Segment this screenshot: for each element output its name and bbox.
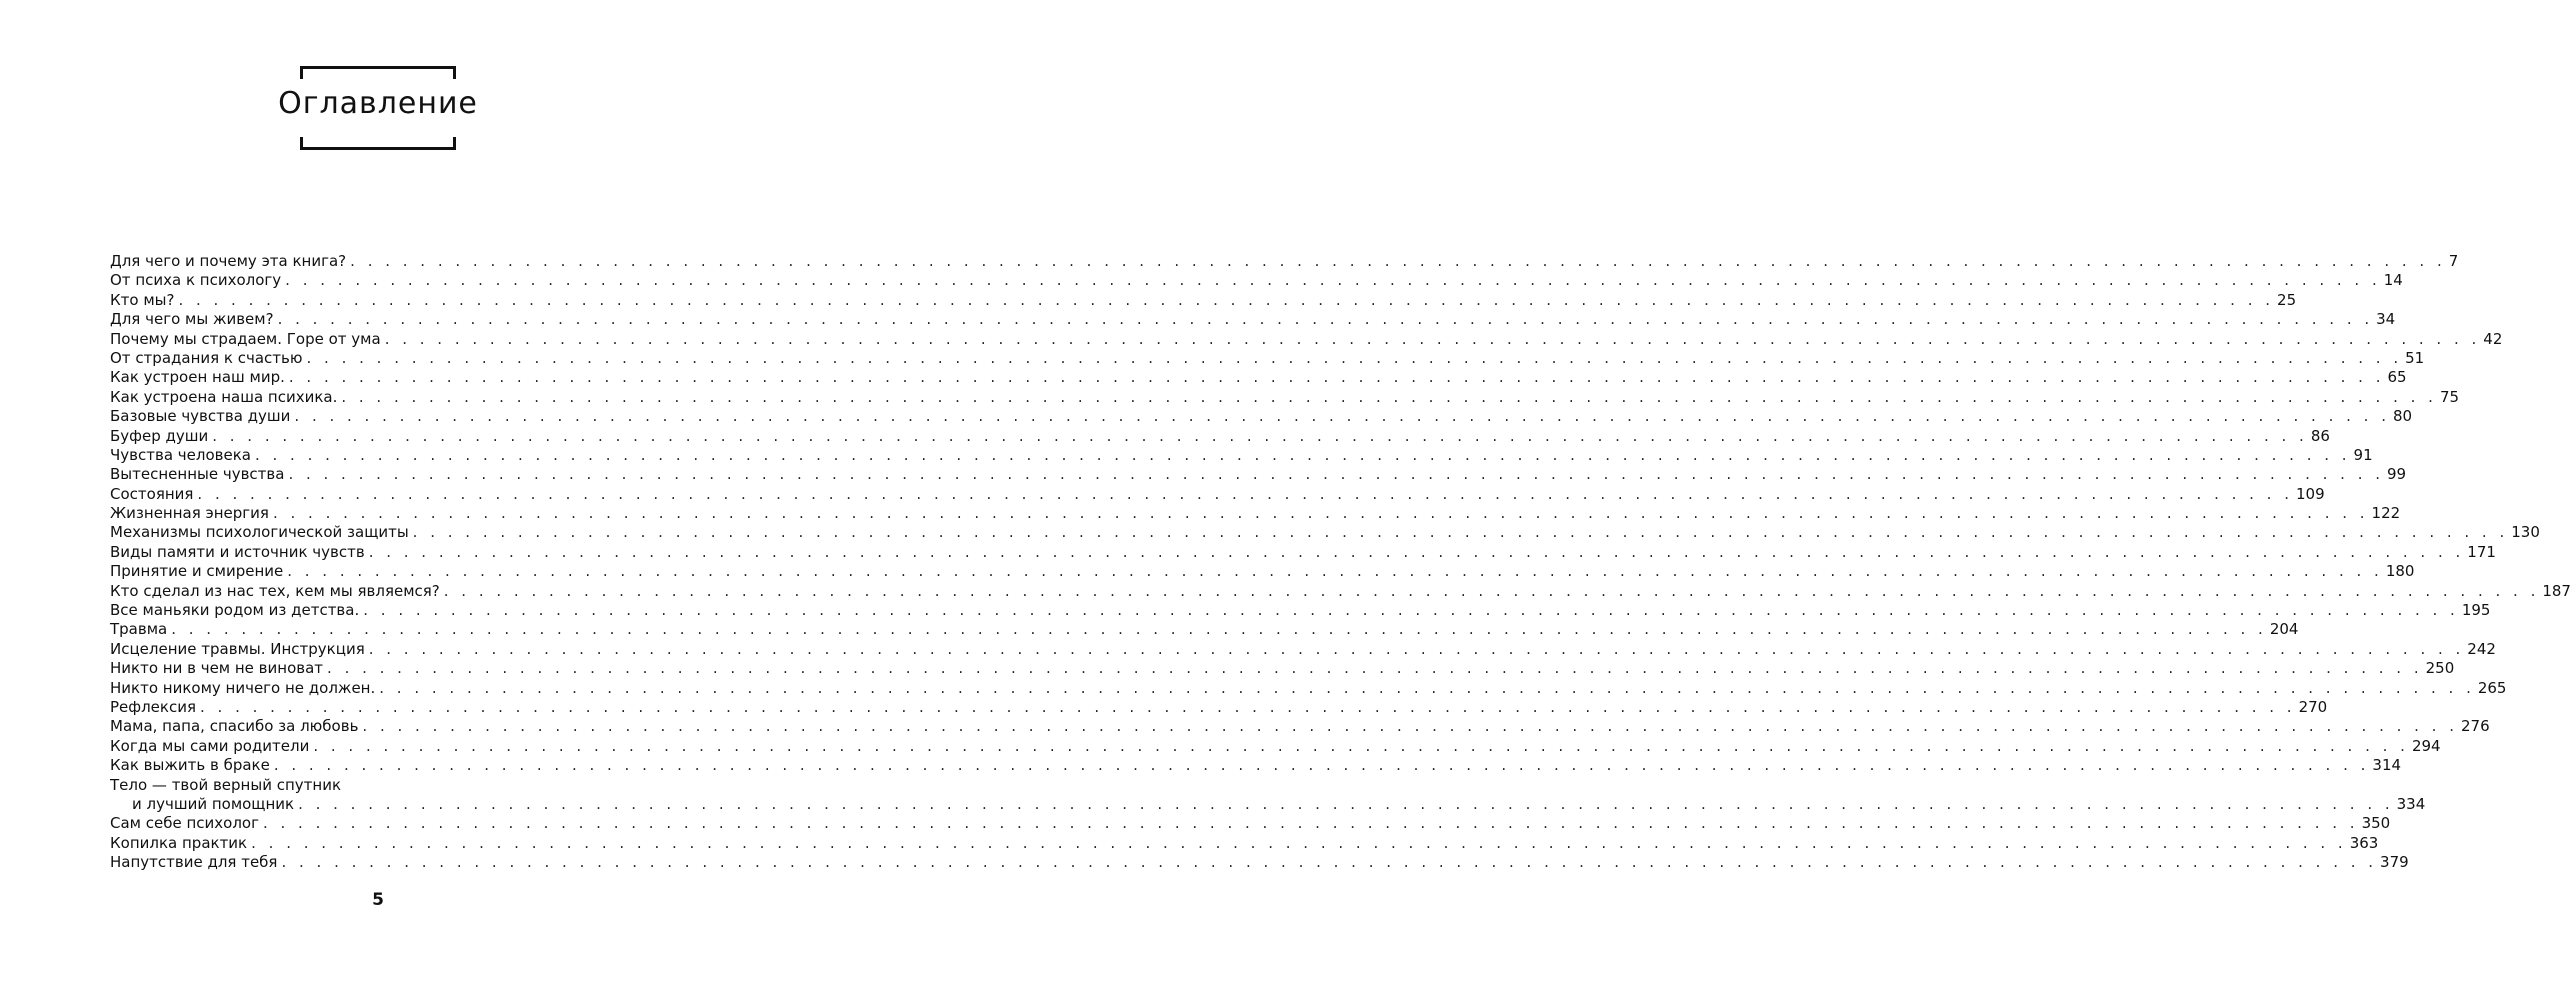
toc-leader-dots: . . . . . . . . . . . . . . . . . . . . . . . . . . . . . . . . . . . . . . . . . . . . . . . . . . . . . . . . . . . . . . . . . . . . . . . . . . . . . . . . . . . . . . . . . . . . . . . . . . . . . . . . . . . . . . . . . . . . . . . .: [285, 271, 2381, 290]
toc-entry-title: Рефлексия: [110, 697, 196, 716]
toc-entry-page: 314: [2372, 756, 2402, 775]
toc-leader-dots: . . . . . . . . . . . . . . . . . . . . . . . . . . . . . . . . . . . . . . . . . . . . . . . . . . . . . . . . . . . . . . . . . . . . . . . . . . . . . . . . . . . . . . . . . . . . . . . . . . . . . . . . . . . . . . . . . . . . . . . .: [294, 407, 2390, 426]
toc-entry-page: 51: [2405, 348, 2425, 367]
toc-entry: [110, 252, 2459, 271]
toc-entry-title: От страдания к счастью: [110, 348, 303, 367]
toc-entry-title: Чувства человека: [110, 445, 251, 464]
toc-entry-page: 91: [2353, 445, 2373, 464]
toc-entry: [110, 581, 2571, 601]
toc-entry: [110, 639, 2496, 659]
toc-entry-title: Исцеление травмы. Инструкция: [110, 639, 365, 658]
toc-entry-title: Виды памяти и источник чувств: [110, 542, 365, 561]
toc-entry-page: 7: [2448, 252, 2459, 270]
toc-entry-title: Как выжить в браке: [110, 756, 270, 775]
toc-entry-title: Никто ни в чем не виноват: [110, 659, 324, 678]
toc-leader-dots: . . . . . . . . . . . . . . . . . . . . . . . . . . . . . . . . . . . . . . . . . . . . . . . . . . . . . . . . . . . . . . . . . . . . . . . . . . . . . . . . . . . . . . . . . . . . . . . . . . . . . . . . . . . . . . . . . . . . . . . .: [212, 426, 2308, 445]
toc-entry-page: 363: [2349, 833, 2379, 852]
toc-entry-page: 294: [2411, 736, 2441, 755]
toc-entry-page: 122: [2371, 504, 2401, 523]
toc-entry-page: 34: [2376, 310, 2396, 329]
toc-entry: [110, 697, 2328, 717]
toc-leader-dots: . . . . . . . . . . . . . . . . . . . . . . . . . . . . . . . . . . . . . . . . . . . . . . . . . . . . . . . . . . . . . . . . . . . . . . . . . . . . . . . . . . . . . . . . . . . . . . . . . . . . . . . . . . . . . . . . . . . . . . . .: [272, 504, 2369, 523]
toc-leader-dots: . . . . . . . . . . . . . . . . . . . . . . . . . . . . . . . . . . . . . . . . . . . . . . . . . . . . . . . . . . . . . . . . . . . . . . . . . . . . . . . . . . . . . . . . . . . . . . . . . . . . . . . . . . . . . . . . . . . . . . . .: [178, 290, 2275, 309]
toc-entry: [110, 794, 2426, 814]
toc-leader-dots: . . . . . . . . . . . . . . . . . . . . . . . . . . . . . . . . . . . . . . . . . . . . . . . . . . . . . . . . . . . . . . . . . . . . . . . . . . . . . . . . . . . . . . . . . . . . . . . . . . . . . . . . . . . . . . . . . . . . . . . .: [171, 620, 2267, 639]
title-bracket-top: [300, 66, 456, 79]
toc-entry: [110, 271, 2403, 290]
toc-entry-page: 75: [2439, 387, 2460, 406]
toc-leader-dots: . . . . . . . . . . . . . . . . . . . . . . . . . . . . . . . . . . . . . . . . . . . . . . . . . . . . . . . . . . . . . . . . . . . . . . . . . . . . . . . . . . . . . . . . . . . . . . . . . . . . . . . . . . . . . . . . . . . . . . . .: [306, 348, 2403, 367]
toc-entry: [110, 736, 2441, 756]
toc-entry: [110, 523, 2540, 542]
toc-leader-dots: . . . . . . . . . . . . . . . . . . . . . . . . . . . . . . . . . . . . . . . . . . . . . . . . . . . . . . . . . . . . . . . . . . . . . . . . . . . . . . . . . . . . . . . . . . . . . . . . . . . . . . . . . . . . . . . . . . . . . . . .: [197, 484, 2293, 503]
toc-leader-dots: . . . . . . . . . . . . . . . . . . . . . . . . . . . . . . . . . . . . . . . . . . . . . . . . . . . . . . . . . . . . . . . . . . . . . . . . . . . . . . . . . . . . . . . . . . . . . . . . . . . . . . . . . . . . . . . . . . . . . . . .: [362, 717, 2458, 736]
toc-entry-title: Все маньяки родом из детства.: [110, 601, 360, 620]
toc-entry: [110, 659, 2455, 678]
toc-leader-dots: . . . . . . . . . . . . . . . . . . . . . . . . . . . . . . . . . . . . . . . . . . . . . . . . . . . . . . . . . . . . . . . . . . . . . . . . . . . . . . . . . . . . . . . . . . . . . . . . . . . . . . . . . . . . . . . . . . . . . . . .: [412, 523, 2509, 542]
toc-leader-dots: . . . . . . . . . . . . . . . . . . . . . . . . . . . . . . . . . . . . . . . . . . . . . . . . . . . . . . . . . . . . . . . . . . . . . . . . . . . . . . . . . . . . . . . . . . . . . . . . . . . . . . . . . . . . . . . . . . . . . . . .: [273, 756, 2370, 775]
toc-entry-title: Кто мы?: [110, 290, 175, 309]
toc-entry-page: 204: [2269, 620, 2299, 639]
toc-entry-title: Принятие и смирение: [110, 562, 284, 581]
toc-entry-page: 80: [2392, 407, 2413, 426]
toc-entry: [110, 542, 2496, 562]
toc-entry: [110, 368, 2407, 387]
toc-leader-dots: . . . . . . . . . . . . . . . . . . . . . . . . . . . . . . . . . . . . . . . . . . . . . . . . . . . . . . . . . . . . . . . . . . . . . . . . . . . . . . . . . . . . . . . . . . . . . . . . . . . . . . . . . . . . . . . . . . . . . . . .: [384, 329, 2481, 348]
toc-leader-dots: . . . . . . . . . . . . . . . . . . . . . . . . . . . . . . . . . . . . . . . . . . . . . . . . . . . . . . . . . . . . . . . . . . . . . . . . . . . . . . . . . . . . . . . . . . . . . . . . . . . . . . . . . . . . . . . . . . . . . . . .: [200, 697, 2296, 716]
toc-leader-dots: . . . . . . . . . . . . . . . . . . . . . . . . . . . . . . . . . . . . . . . . . . . . . . . . . . . . . . . . . . . . . . . . . . . . . . . . . . . . . . . . . . . . . . . . . . . . . . . . . . . . . . . . . . . . . . . . . . . . . . . .: [288, 465, 2385, 484]
toc-entry: [110, 776, 634, 795]
toc-entry-title: Никто никому ничего не должен.: [110, 678, 376, 697]
toc-leader-dots: . . . . . . . . . . . . . . . . . . . . . . . . . . . . . . . . . . . . . . . . . . . . . . . . . . . . . . . . . . . . . . . . . . . . . . . . . . . . . . . . . . . . . . . . . . . . . . . . . . . . . . . . . . . . . . . . . . . . . . . .: [368, 542, 2465, 561]
toc-entry-title: Мама, папа, спасибо за любовь: [110, 717, 359, 736]
toc-entry-title: Как устроен наш мир.: [110, 368, 285, 387]
toc-entry-title: Базовые чувства души: [110, 407, 291, 426]
toc-leader-dots: . . . . . . . . . . . . . . . . . . . . . . . . . . . . . . . . . . . . . . . . . . . . . . . . . . . . . . . . . . . . . . . . . . . . . . . . . . . . . . . . . . . . . . . . . . . . . . . . . . . . . . . . . . . . . . . . . . . . . . . .: [350, 252, 2446, 270]
toc-entry-page: 379: [2380, 853, 2409, 872]
toc-leader-dots: . . . . . . . . . . . . . . . . . . . . . . . . . . . . . . . . . . . . . . . . . . . . . . . . . . . . . . . . . . . . . . . . . . . . . . . . . . . . . . . . . . . . . . . . . . . . . . . . . . . . . . . . . . . . . . . . . . . . . . . .: [368, 639, 2465, 658]
toc-entry: [110, 853, 2409, 872]
toc-entry-title: Буфер души: [110, 426, 209, 445]
toc-entry-title: Для чего и почему эта книга?: [110, 252, 347, 270]
toc-leader-dots: . . . . . . . . . . . . . . . . . . . . . . . . . . . . . . . . . . . . . . . . . . . . . . . . . . . . . . . . . . . . . . . . . . . . . . . . . . . . . . . . . . . . . . . . . . . . . . . . . . . . . . . . . . . . . . . . . . . . . . . .: [254, 445, 2351, 464]
toc-entry: [110, 290, 2297, 310]
toc-entry: [110, 717, 2490, 736]
toc-entry-title: Тело — твой верный спутник: [110, 775, 342, 794]
toc-entry-page: 270: [2298, 697, 2328, 716]
toc-leader-dots: . . . . . . . . . . . . . . . . . . . . . . . . . . . . . . . . . . . . . . . . . . . . . . . . . . . . . . . . . . . . . . . . . . . . . . . . . . . . . . . . . . . . . . . . . . . . . . . . . . . . . . . . . . . . . . . . . . . . . . . .: [313, 736, 2409, 755]
toc-entry-page: 42: [2483, 329, 2503, 348]
toc-entry: [110, 310, 2396, 329]
toc-entry-page: 14: [2383, 271, 2403, 290]
toc-leader-dots: . . . . . . . . . . . . . . . . . . . . . . . . . . . . . . . . . . . . . . . . . . . . . . . . . . . . . . . . . . . . . . . . . . . . . . . . . . . . . . . . . . . . . . . . . . . . . . . . . . . . . . . . . . . . . . . . . . . . . . . .: [341, 387, 2437, 406]
toc-entry-page: 265: [2477, 678, 2507, 697]
toc-entry: [110, 329, 2503, 349]
toc-entry-title: Копилка практик: [110, 833, 248, 852]
toc-entry-title: Травма: [110, 620, 168, 639]
toc-entry-page: 242: [2467, 639, 2496, 658]
toc-entry-page: 171: [2467, 542, 2496, 561]
toc-entry-page: 99: [2387, 465, 2407, 484]
toc-entry-title: От психа к психологу: [110, 271, 282, 290]
toc-leader-dots: . . . . . . . . . . . . . . . . . . . . . . . . . . . . . . . . . . . . . . . . . . . . . . . . . . . . . . . . . . . . . . . . . . . . . . . . . . . . . . . . . . . . . . . . . . . . . . . . . . . . . . . . . . . . . . . . . . . . . . . .: [281, 853, 2378, 872]
toc-entry-title: Напутствие для тебя: [110, 853, 278, 872]
toc-leader-dots: . . . . . . . . . . . . . . . . . . . . . . . . . . . . . . . . . . . . . . . . . . . . . . . . . . . . . . . . . . . . . . . . . . . . . . . . . . . . . . . . . . . . . . . . . . . . . . . . . . . . . . . . . . . . . . . . . . . . . . . .: [251, 833, 2347, 852]
toc-leader-dots: . . . . . . . . . . . . . . . . . . . . . . . . . . . . . . . . . . . . . . . . . . . . . . . . . . . . . . . . . . . . . . . . . . . . . . . . . . . . . . . . . . . . . . . . . . . . . . . . . . . . . . . . . . . . . . . . . . . . . . . .: [298, 794, 2394, 813]
toc-entry-title: Вытесненные чувства: [110, 465, 285, 484]
toc-entry: [110, 620, 2299, 639]
toc-entry-page: 25: [2277, 290, 2297, 309]
toc-entry-title: и лучший помощник: [132, 794, 295, 813]
toc-entry-page: 350: [2361, 814, 2391, 833]
toc-entry-page: 180: [2385, 562, 2415, 581]
title-bracket-bottom: [300, 137, 456, 150]
toc-entry-page: 187: [2542, 581, 2571, 600]
toc-entry-title: Когда мы сами родители: [110, 736, 310, 755]
toc-entry-title: Почему мы страдаем. Горе от ума: [110, 329, 381, 348]
page-title: Оглавление: [278, 86, 478, 121]
toc-entry: [110, 833, 2379, 853]
toc-entry-page: 334: [2396, 794, 2426, 813]
toc-leader-dots: . . . . . . . . . . . . . . . . . . . . . . . . . . . . . . . . . . . . . . . . . . . . . . . . . . . . . . . . . . . . . . . . . . . . . . . . . . . . . . . . . . . . . . . . . . . . . . . . . . . . . . . . . . . . . . . . . . . . . . . .: [327, 659, 2423, 678]
toc-entry: [110, 387, 2460, 407]
toc-entry: [110, 562, 2415, 581]
toc-entry: [110, 504, 2401, 523]
toc-leader-dots: . . . . . . . . . . . . . . . . . . . . . . . . . . . . . . . . . . . . . . . . . . . . . . . . . . . . . . . . . . . . . . . . . . . . . . . . . . . . . . . . . . . . . . . . . . . . . . . . . . . . . . . . . . . . . . . . . . . . . . . .: [443, 581, 2540, 600]
toc-leader-dots: . . . . . . . . . . . . . . . . . . . . . . . . . . . . . . . . . . . . . . . . . . . . . . . . . . . . . . . . . . . . . . . . . . . . . . . . . . . . . . . . . . . . . . . . . . . . . . . . . . . . . . . . . . . . . . . . . . . . . . . .: [363, 601, 2459, 620]
toc-entry: [110, 814, 2391, 833]
toc-entry: [110, 484, 2325, 504]
toc-entry: [110, 601, 2491, 620]
toc-entry-title: Сам себе психолог: [110, 814, 259, 833]
toc-entry: [110, 348, 2425, 368]
toc-entry-page: 130: [2511, 523, 2540, 542]
toc-entry-title: Жизненная энергия: [110, 504, 269, 523]
toc-entry: [110, 445, 2373, 465]
toc-leader-dots: . . . . . . . . . . . . . . . . . . . . . . . . . . . . . . . . . . . . . . . . . . . . . . . . . . . . . . . . . . . . . . . . . . . . . . . . . . . . . . . . . . . . . . . . . . . . . . . . . . . . . . . . . . . . . . . . . . . . . . . .: [288, 368, 2385, 387]
toc-leader-dots: . . . . . . . . . . . . . . . . . . . . . . . . . . . . . . . . . . . . . . . . . . . . . . . . . . . . . . . . . . . . . . . . . . . . . . . . . . . . . . . . . . . . . . . . . . . . . . . . . . . . . . . . . . . . . . . . . . . . . . . .: [277, 310, 2374, 329]
toc-entry: [110, 756, 2402, 775]
toc-entry-title: Механизмы психологической защиты: [110, 523, 409, 542]
toc-entry-title: Кто сделал из нас тех, кем мы являемся?: [110, 581, 440, 600]
toc-entry: [110, 678, 2507, 698]
toc-entry-title: Состояния: [110, 484, 194, 503]
toc-entry: [110, 465, 2407, 484]
toc-entry-page: 195: [2461, 601, 2491, 620]
toc-entry-page: 109: [2296, 484, 2325, 503]
toc-entry: [110, 407, 2413, 426]
toc-entry: [110, 426, 2330, 446]
toc-entry-page: 276: [2461, 717, 2490, 736]
toc-leader-dots: . . . . . . . . . . . . . . . . . . . . . . . . . . . . . . . . . . . . . . . . . . . . . . . . . . . . . . . . . . . . . . . . . . . . . . . . . . . . . . . . . . . . . . . . . . . . . . . . . . . . . . . . . . . . . . . . . . . . . . . .: [262, 814, 2359, 833]
toc-entry-page: 250: [2425, 659, 2455, 678]
toc-entry-title: Для чего мы живем?: [110, 310, 274, 329]
page-number: 5: [372, 890, 384, 910]
table-of-contents: [110, 252, 2571, 873]
toc-leader-dots: . . . . . . . . . . . . . . . . . . . . . . . . . . . . . . . . . . . . . . . . . . . . . . . . . . . . . . . . . . . . . . . . . . . . . . . . . . . . . . . . . . . . . . . . . . . . . . . . . . . . . . . . . . . . . . . . . . . . . . . .: [379, 678, 2475, 697]
toc-entry-page: 65: [2387, 368, 2407, 387]
toc-entry-page: 86: [2310, 426, 2330, 445]
toc-entry-title: Как устроена наша психика.: [110, 387, 338, 406]
toc-leader-dots: . . . . . . . . . . . . . . . . . . . . . . . . . . . . . . . . . . . . . . . . . . . . . . . . . . . . . . . . . . . . . . . . . . . . . . . . . . . . . . . . . . . . . . . . . . . . . . . . . . . . . . . . . . . . . . . . . . . . . . . .: [287, 562, 2383, 581]
